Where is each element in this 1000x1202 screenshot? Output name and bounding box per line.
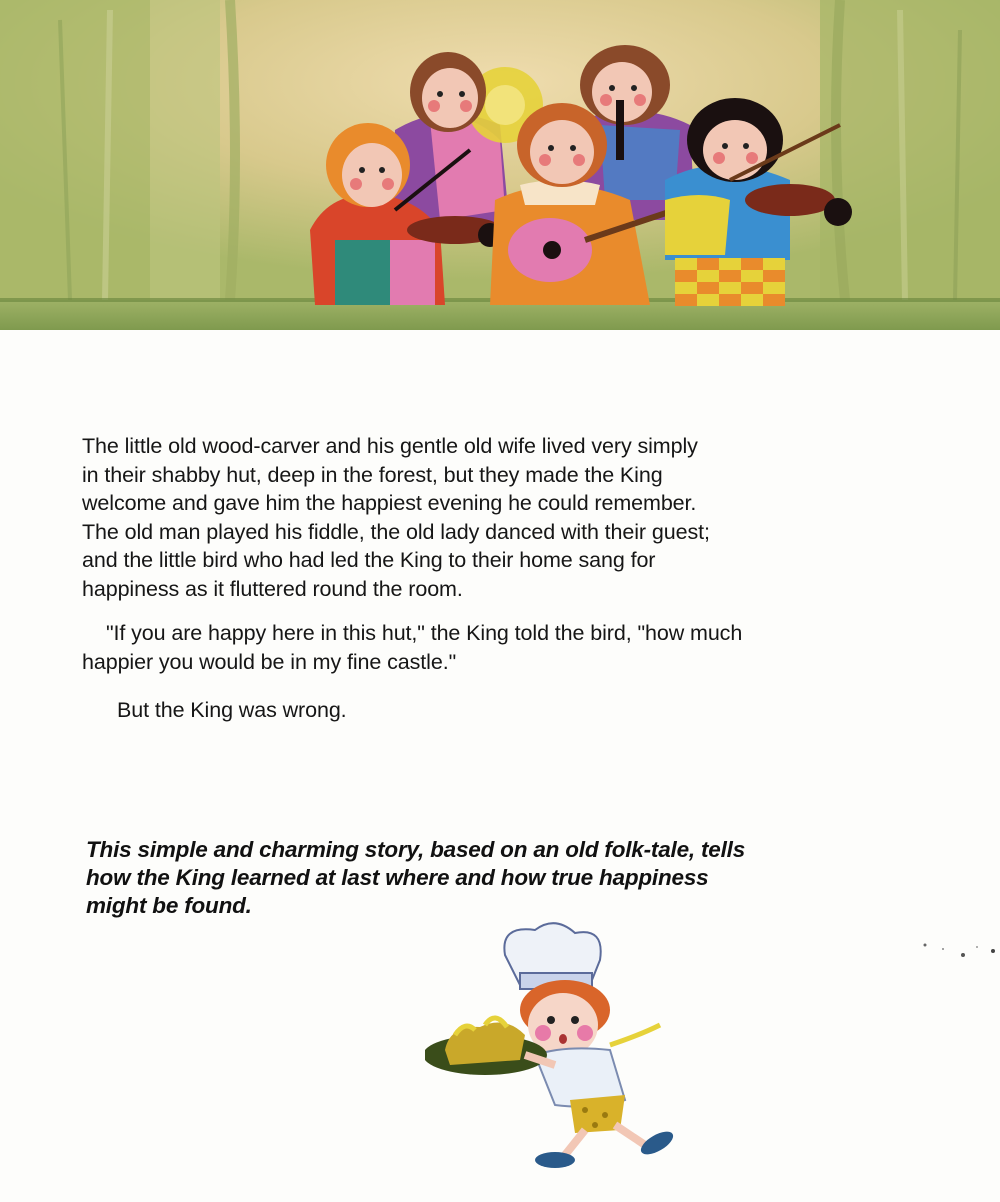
blurb-line: might be found. — [86, 893, 252, 918]
story-line: and the little bird who had led the King to their home sang for — [82, 548, 656, 572]
story-paragraph-1 — [82, 432, 962, 603]
story-paragraph-2 — [82, 619, 962, 676]
story-line: welcome and gave him the happiest evening he could remember. — [82, 491, 697, 515]
story-line: in their shabby hut, deep in the forest, but they made the King — [82, 462, 663, 487]
book-blurb — [86, 836, 946, 920]
story-line: "If you are happy here in this hut," the King told the bird, "how much — [106, 621, 743, 645]
running-cook-illustration-icon — [425, 915, 705, 1175]
musicians-illustration — [0, 0, 1000, 330]
blurb-line: This simple and charming story, based on an old folk-tale, tells — [86, 837, 746, 862]
print-speckles — [915, 935, 1000, 965]
story-paragraph-3: But the King was wrong. — [117, 698, 347, 722]
cook-illustration — [425, 915, 705, 1175]
story-line: happiness as it fluttered round the room. — [82, 576, 463, 601]
story-line: The little old wood-carver and his gentle old wife lived very simply — [82, 434, 698, 458]
story-text — [82, 432, 962, 725]
blurb-line: how the King learned at last where and how true happiness — [86, 865, 709, 890]
story-line: happier you would be in my fine castle." — [82, 649, 457, 674]
story-line: The old man played his fiddle, the old lady danced with their guest; — [82, 519, 710, 544]
band-of-musicians-illustration-icon — [0, 0, 1000, 330]
